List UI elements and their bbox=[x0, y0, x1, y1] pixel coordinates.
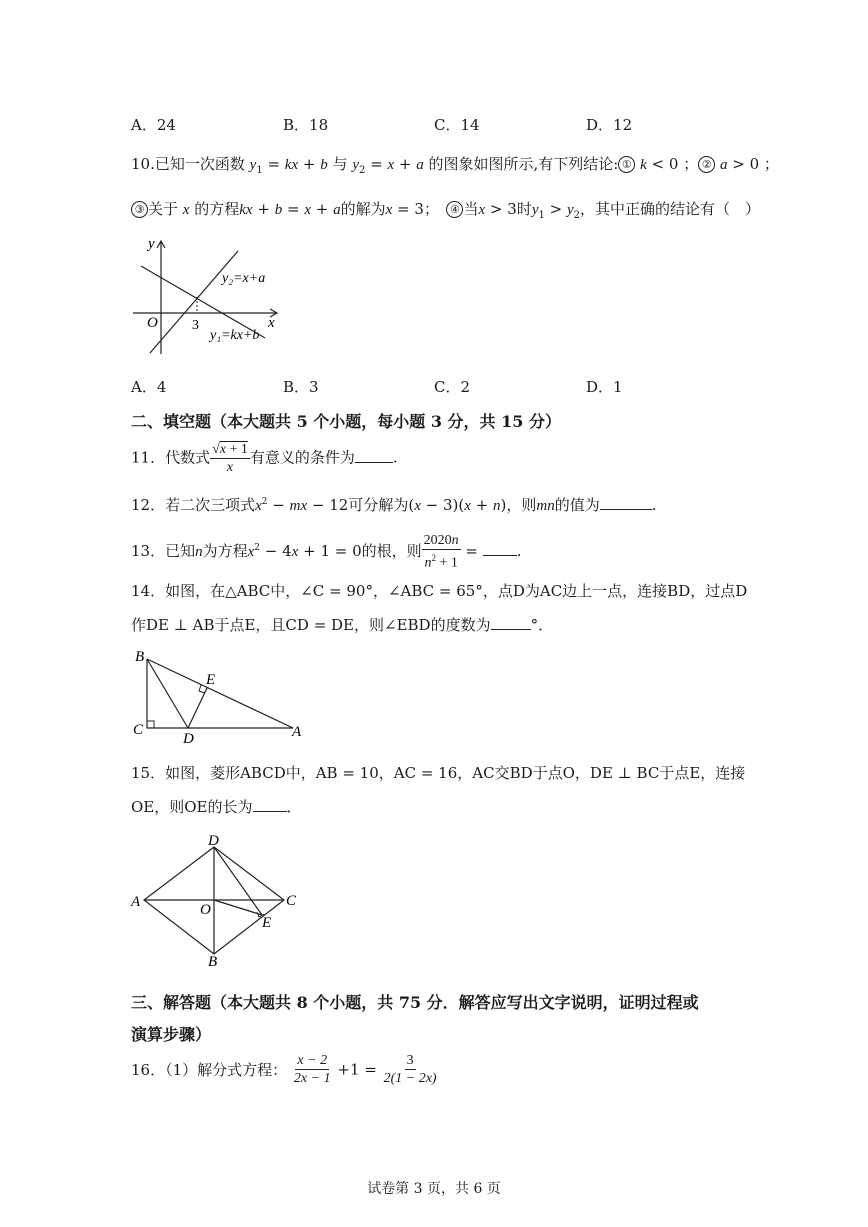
q12-mid: 可分解为 bbox=[348, 496, 409, 514]
q12-blank bbox=[600, 495, 652, 510]
label-c: C bbox=[286, 893, 297, 909]
q10-option-c: C．2 bbox=[434, 378, 471, 396]
label-o: O bbox=[200, 902, 211, 918]
segment-de bbox=[188, 688, 207, 728]
option-b: B．18 bbox=[283, 116, 329, 134]
q16-den2: 2(1 − 2x) bbox=[383, 1071, 437, 1086]
q11-suffix: 有意义的条件为 bbox=[249, 448, 355, 467]
q14-text-a: 作DE ⊥ AB于点E，且CD = DE，则∠EBD的度数为 bbox=[131, 616, 491, 634]
segment-de bbox=[214, 847, 262, 915]
option-a: A．24 bbox=[131, 116, 176, 134]
q11-end: . bbox=[392, 448, 398, 467]
section-3-title-line2: 演算步骤） bbox=[131, 1025, 212, 1044]
q16-prefix: 16．（1）解分式方程： bbox=[131, 1061, 288, 1079]
x-label: x bbox=[268, 315, 275, 331]
q13-fraction: $\frac{2020n}{n^2 + 1}$ bbox=[423, 533, 459, 571]
q10-mid: 与 bbox=[332, 155, 348, 173]
question-14-line1: 14．如图，在△ABC中，∠C = 90°，∠ABC = 65°，点D为AC边上一点，连接BD，过点D bbox=[131, 582, 748, 600]
q10-text-a: 关于 bbox=[148, 200, 179, 218]
question-15-line2 bbox=[131, 796, 302, 817]
q10-text-c: 的解为 bbox=[340, 200, 386, 218]
q14-blank bbox=[491, 615, 531, 630]
q13-blank bbox=[483, 541, 517, 556]
label-e: E bbox=[262, 915, 272, 931]
question-10-line2: ③ 关于 x 的方程kx + b = x + a的解为x = 3； ④ 当x > 3时$y_1 > y_2$，其中正确的结论有（ ） bbox=[131, 198, 760, 221]
circle-1: ① bbox=[618, 156, 635, 173]
q13-mid: 为方程 bbox=[202, 541, 248, 560]
y1-label: y₁=kx+b bbox=[210, 328, 260, 343]
q11-blank bbox=[355, 448, 393, 463]
question-11 bbox=[131, 441, 398, 476]
q10-text-b: 的方程 bbox=[194, 200, 240, 218]
q13-end: . bbox=[516, 541, 522, 560]
question-14-line2 bbox=[131, 614, 553, 635]
section-3-title-line1: 三、解答题（本大题共 8 个小题，共 75 分．解答应写出文字说明，证明过程或 bbox=[131, 993, 699, 1012]
q10-suffix: 的图象如图所示,有下列结论: bbox=[428, 155, 619, 173]
q15-blank bbox=[253, 797, 287, 812]
page-footer: 试卷第 3 页，共 6 页 bbox=[367, 1181, 501, 1197]
q15-text-a: OE，则OE的长为 bbox=[131, 798, 253, 816]
q16-num2: 3 bbox=[406, 1053, 414, 1068]
q10-text-g: ，其中正确的结论有（ ） bbox=[580, 200, 761, 218]
q15-text-b: ． bbox=[286, 798, 302, 816]
question-16 bbox=[131, 1052, 439, 1087]
rhombus-abcd-figure bbox=[128, 830, 308, 970]
q12-end: . bbox=[651, 496, 657, 514]
option-c: C．14 bbox=[434, 116, 480, 134]
q10-option-b: B．3 bbox=[283, 378, 319, 396]
option-d: D．12 bbox=[586, 116, 633, 134]
side-ab bbox=[147, 659, 293, 728]
tick-3-label: 3 bbox=[192, 318, 199, 333]
q10-text-d: ； bbox=[423, 200, 432, 218]
q12-suffix: 的值为 bbox=[554, 496, 600, 514]
label-e: E bbox=[206, 672, 216, 688]
q12-prefix: 12．若二次三项式 bbox=[131, 496, 256, 514]
section-2-title: 二、填空题（本大题共 5 个小题，每小题 3 分，共 15 分） bbox=[131, 412, 561, 431]
q14-text-b: °． bbox=[530, 616, 554, 634]
circle-2: ② bbox=[698, 156, 715, 173]
y2-label: y₂=x+a bbox=[222, 271, 266, 286]
y-label: y bbox=[148, 236, 155, 252]
question-15-line1: 15．如图，菱形ABCD中，AB = 10，AC = 16，AC交BD于点O，DE ⊥ BC于点E，连接 bbox=[131, 764, 746, 782]
q13-prefix: 13．已知 bbox=[131, 541, 196, 560]
q12-mid2: ，则 bbox=[506, 496, 537, 514]
q16-num1: x − 2 bbox=[297, 1053, 328, 1068]
q10-prefix: 10.已知一次函数 bbox=[131, 155, 245, 173]
question-10-line1: 10.已知一次函数 $y_1$ = kx + b 与 $y_2 = x + a$ 的图象如图所示,有下列结论: ① k < 0 ； ② a > 0 ； bbox=[131, 155, 779, 176]
label-a: A bbox=[292, 724, 302, 740]
q10-text-f: 时 bbox=[516, 200, 532, 218]
linear-functions-figure bbox=[128, 236, 288, 361]
q10-text-e: 当 bbox=[463, 200, 479, 218]
q16-den1: 2x − 1 bbox=[293, 1071, 331, 1086]
origin-label: O bbox=[147, 315, 158, 331]
q11-prefix: 11．代数式 bbox=[131, 448, 211, 467]
circle-3: ③ bbox=[131, 201, 148, 218]
q13-mid2: 的根，则 bbox=[361, 541, 422, 560]
q16-fraction-2 bbox=[382, 1052, 439, 1087]
q10-option-a: A．4 bbox=[131, 378, 167, 396]
segment-oe bbox=[214, 900, 262, 915]
label-c: C bbox=[133, 722, 144, 738]
q11-fraction: $\frac{√x + 1}{x}$ bbox=[212, 442, 248, 475]
label-d: D bbox=[208, 833, 219, 849]
label-b: B bbox=[208, 954, 218, 970]
question-13: 13．已知n为方程$x^2 - 4x + 1 = 0$的根，则 $\frac{2020n}{n^2 + 1}$ = . bbox=[131, 533, 522, 571]
right-angle-c bbox=[147, 721, 154, 728]
triangle-abc-figure bbox=[128, 645, 308, 745]
label-a: A bbox=[131, 894, 141, 910]
circle-4: ④ bbox=[446, 201, 463, 218]
question-12: 12．若二次三项式$x^2$ − mx − 12可分解为(x − 3)(x + n)，则mn的值为 . bbox=[131, 496, 657, 514]
label-b: B bbox=[135, 649, 145, 665]
label-d: D bbox=[183, 731, 194, 745]
q16-plus: +1 = bbox=[337, 1060, 377, 1079]
q10-option-d: D．1 bbox=[586, 378, 623, 396]
q16-fraction-1 bbox=[292, 1052, 333, 1087]
